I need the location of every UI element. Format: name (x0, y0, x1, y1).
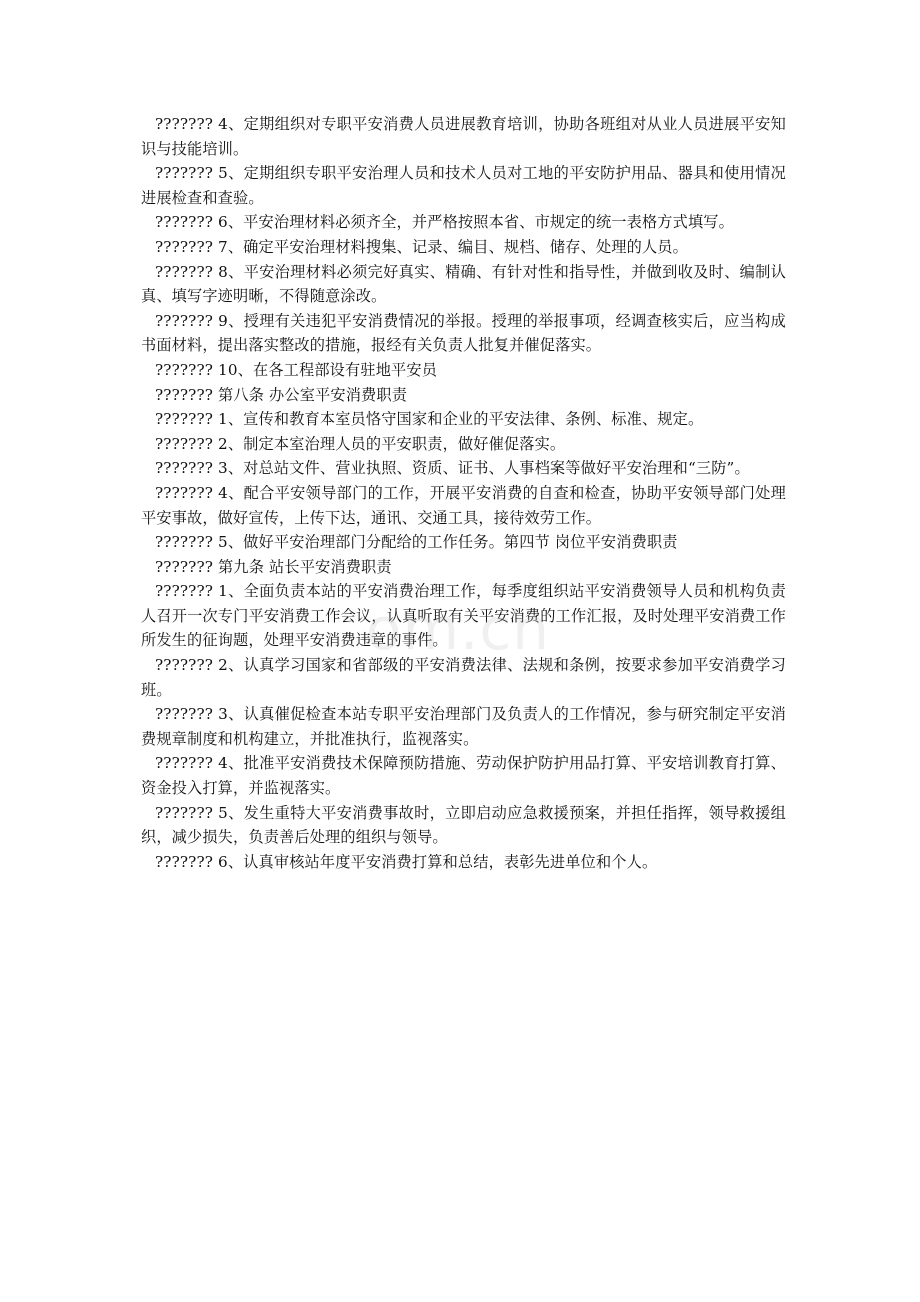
paragraph-office-3: ??????? 3、对总站文件、营业执照、资质、证书、人事档案等做好平安治理和“三防”。 (155, 459, 750, 478)
paragraph-duty-5-inspection: ??????? 5、定期组织专职平安治理人员和技术人员对工地的平安防护用品、器具和使用情况进展检查和查验。 (141, 164, 786, 207)
article-9-heading: ??????? 第九条 站长平安消费职责 (155, 557, 392, 576)
paragraph-director-1: ??????? 1、全面负责本站的平安消费治理工作，每季度组织站平安消费领导人员和机构负责人召开一次专门平安消费工作会议，认真听取有关平安消费的工作汇报，及时处理平安消费工作所发生的征询题，处理平安消费违章的事件。 (141, 582, 786, 650)
paragraph-office-1: ??????? 1、宣传和教育本室员恪守国家和企业的平安法律、条例、标准、规定。 (155, 410, 704, 429)
paragraph-office-4: ??????? 4、配合平安领导部门的工作，开展平安消费的自查和检查，协助平安领导部门处理平安事故，做好宣传，上传下达，通讯、交通工具，接待效劳工作。 (141, 483, 786, 527)
document-body (141, 112, 786, 874)
paragraph-duty-8-records: ??????? 8、平安治理材料必须完好真实、精确、有针对性和指导性，并做到收及时、编制认真、填写字迹明晰，不得随意涂改。 (141, 262, 786, 306)
paragraph-office-5: ??????? 5、做好平安治理部门分配给的工作任务。第四节 岗位平安消费职责 (155, 533, 678, 552)
paragraph-director-5: ??????? 5、发生重特大平安消费事故时，立即启动应急救援预案，并担任指挥，领导救援组织，减少损失，负责善后处理的组织与领导。 (141, 803, 786, 847)
paragraph-duty-10-staff: ??????? 10、在各工程部设有驻地平安员 (155, 360, 438, 379)
paragraph-duty-4-training: ??????? 4、定期组织对专职平安消费人员进展教育培训，协助各班组对从业人员进展平安知识与技能培训。 (141, 115, 786, 158)
paragraph-director-3: ??????? 3、认真催促检查本站专职平安治理部门及负责人的工作情况，参与研究制定平安消费规章制度和机构建立，并批准执行，监视落实。 (141, 705, 786, 748)
watermark-text: om.cn (366, 595, 551, 663)
paragraph-duty-7-personnel: ??????? 7、确定平安治理材料搜集、记录、编目、规档、储存、处理的人员。 (155, 237, 688, 256)
paragraph-director-6: ??????? 6、认真审核站年度平安消费打算和总结，表彰先进单位和个人。 (155, 852, 658, 871)
paragraph-duty-6-materials: ??????? 6、平安治理材料必须齐全，并严格按照本省、市规定的统一表格方式填写。 (155, 213, 734, 232)
paragraph-director-2: ??????? 2、认真学习国家和省部级的平安消费法律、法规和条例，按要求参加平安消费学习班。 (141, 656, 786, 699)
paragraph-duty-9-reports: ??????? 9、授理有关违犯平安消费情况的举报。授理的举报事项，经调查核实后，应当构成书面材料，提出落实整改的措施，报经有关负责人批复并催促落实。 (141, 311, 786, 355)
article-8-heading: ??????? 第八条 办公室平安消费职责 (155, 385, 408, 404)
paragraph-office-2: ??????? 2、制定本室治理人员的平安职责，做好催促落实。 (155, 434, 566, 453)
paragraph-director-4: ??????? 4、批准平安消费技术保障预防措施、劳动保护防护用品打算、平安培训教育打算、资金投入打算，并监视落实。 (141, 754, 786, 798)
